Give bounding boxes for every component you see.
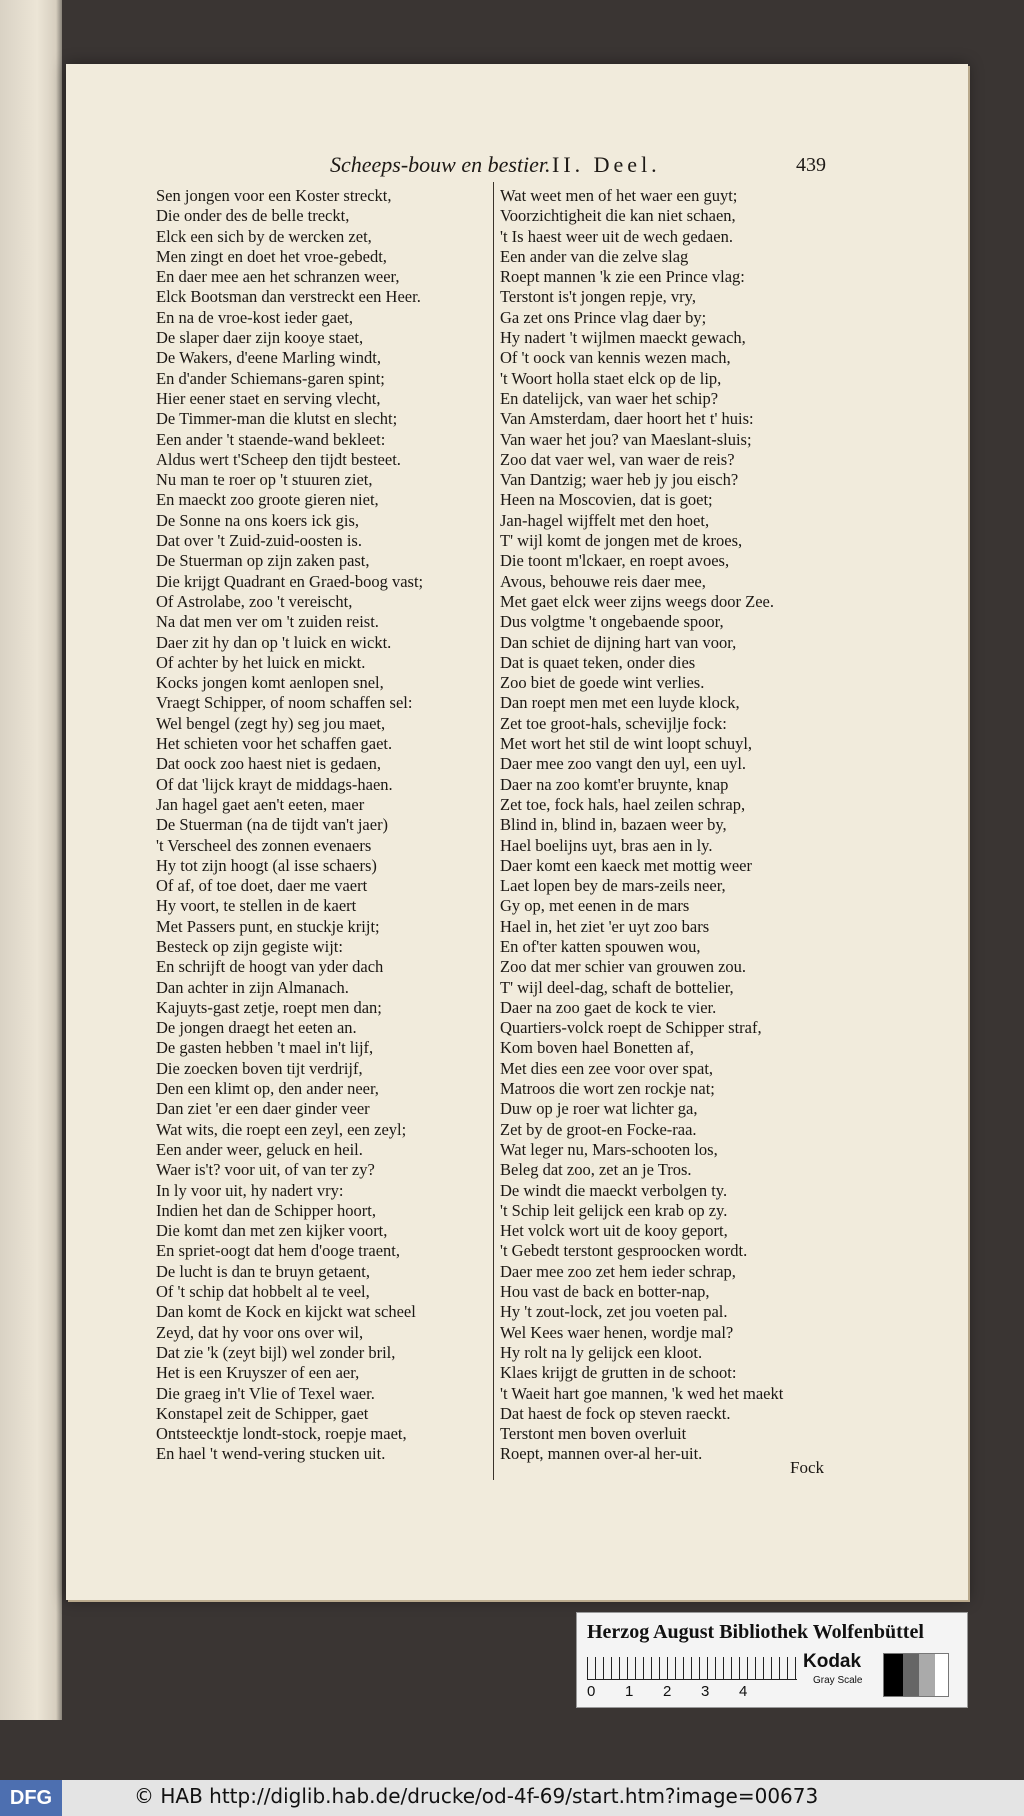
- verse-line: De Stuerman (na de tijdt van't jaer): [156, 815, 389, 835]
- verse-line: Van Amsterdam, daer hoort het t' huis:: [500, 409, 754, 429]
- verse-line: Terstont is't jongen repje, vry,: [500, 287, 696, 307]
- verse-line: Kajuyts-gast zetje, roept men dan;: [156, 997, 382, 1017]
- verse-line: En na de vroe-kost ieder gaet,: [156, 307, 354, 327]
- verse-line: Voorzichtigheit die kan niet schaen,: [500, 206, 736, 226]
- running-title: Scheeps-bouw en bestier.: [330, 152, 551, 177]
- verse-line: 't Waeit hart goe mannen, 'k wed het maekt: [500, 1383, 784, 1403]
- page-number: 439: [796, 154, 826, 176]
- verse-line: De gasten hebben 't mael in't lijf,: [156, 1038, 374, 1058]
- verse-line: Of Astrolabe, zoo 't vereischt,: [156, 591, 353, 611]
- verse-line: Hy nadert 't wijlmen maeckt gewach,: [500, 328, 746, 348]
- verse-line: Daer zit hy dan op 't luick en wickt.: [156, 632, 392, 652]
- verse-line: En hael 't wend-vering stucken uit.: [156, 1444, 386, 1464]
- verse-line: Roept, mannen over-al her-uit.: [500, 1444, 703, 1464]
- verse-line: De Stuerman op zijn zaken past,: [156, 551, 370, 571]
- source-credit-link[interactable]: © HAB http://diglib.hab.de/drucke/od-4f-69/start.htm?image=00673: [134, 1784, 819, 1808]
- verse-line: Hy rolt na ly gelijck een kloot.: [500, 1342, 703, 1362]
- book-page: [66, 64, 968, 1600]
- verse-line: Heen na Moscovien, dat is goet;: [500, 490, 713, 510]
- verse-line: Van waer het jou? van Maeslant-sluis;: [500, 429, 752, 449]
- verse-line: Zoo dat mer schier van grouwen zou.: [500, 957, 747, 977]
- verse-line: Jan hagel gaet aen't eeten, maer: [156, 794, 365, 814]
- verse-line: Wat wits, die roept een zeyl, een zeyl;: [156, 1119, 407, 1139]
- verse-line: Klaes krijgt de grutten in de schoot:: [500, 1363, 737, 1383]
- verse-line: Avous, behouwe reis daer mee,: [500, 571, 706, 591]
- verse-line: Zet toe, fock hals, hael zeilen schrap,: [500, 794, 746, 814]
- verse-line: Hy voort, te stellen in de kaert: [156, 896, 357, 916]
- verse-line: Die graeg in't Vlie of Texel waer.: [156, 1383, 375, 1403]
- ruler-number: 0: [587, 1683, 596, 1700]
- verse-line: Wat leger nu, Mars-schooten los,: [500, 1139, 718, 1159]
- verse-line: En datelijck, van waer het schip?: [500, 388, 719, 408]
- verse-line: T' wijl komt de jongen met de kroes,: [500, 531, 743, 551]
- verse-line: Zoo dat vaer wel, van waer de reis?: [500, 449, 735, 469]
- verse-line: Dat zie 'k (zeyt bijl) wel zonder bril,: [156, 1342, 396, 1362]
- verse-line: Kom boven hael Bonetten af,: [500, 1038, 694, 1058]
- footer-bar: [0, 1780, 1024, 1816]
- ruler-scale: [587, 1657, 797, 1680]
- verse-line: Matroos die wort zen rockje nat;: [500, 1079, 715, 1099]
- verse-line: Hy 't zout-lock, zet jou voeten pal.: [500, 1302, 728, 1322]
- part-label: II. Deel.: [552, 152, 661, 177]
- verse-line: Daer mee zoo zet hem ieder schrap,: [500, 1261, 736, 1281]
- verse-line: Hael in, het ziet 'er uyt zoo bars: [500, 916, 710, 936]
- verse-line: Een ander 't staende-wand bekleet:: [156, 429, 386, 449]
- verse-line: Men zingt en doet het vroe-gebedt,: [156, 246, 387, 266]
- verse-line: Dan achter in zijn Almanach.: [156, 977, 349, 997]
- verse-line: En d'ander Schiemans-garen spint;: [156, 368, 385, 388]
- verse-line: Dan schiet de dijning hart van voor,: [500, 632, 737, 652]
- verse-line: De Wakers, d'eene Marling windt,: [156, 348, 381, 368]
- verse-line: Hier eener staet en serving vlecht,: [156, 388, 381, 408]
- gray-scale-label: Gray Scale: [813, 1675, 863, 1686]
- verse-line: Die zoecken boven tijt verdrijf,: [156, 1058, 363, 1078]
- verse-line: Hou vast de back en botter-nap,: [500, 1282, 710, 1302]
- verse-line: Met wort het stil de wint loopt schuyl,: [500, 734, 753, 754]
- verse-line: Zet by de groot-en Focke-raa.: [500, 1119, 697, 1139]
- verse-line: Sen jongen voor een Koster streckt,: [156, 186, 392, 205]
- catchword: Fock: [790, 1458, 824, 1477]
- column-rule: [493, 182, 494, 1480]
- verse-line: Een ander van die zelve slag: [500, 246, 689, 266]
- verse-line: Dat is quaet teken, onder dies: [500, 652, 696, 672]
- verse-line: 't Is haest weer uit de wech gedaen.: [500, 226, 733, 246]
- right-text-column: [500, 186, 848, 1465]
- verse-line: En daer mee aen het schranzen weer,: [156, 267, 400, 287]
- verse-line: Den een klimt op, den ander neer,: [156, 1079, 379, 1099]
- verse-line: Daer mee zoo vangt den uyl, een uyl.: [500, 754, 747, 774]
- verse-line: De slaper daer zijn kooye staet,: [156, 328, 364, 348]
- verse-line: Of achter by het luick en mickt.: [156, 652, 366, 672]
- verse-line: En spriet-oogt dat hem d'ooge traent,: [156, 1241, 400, 1261]
- verse-line: Aldus wert t'Scheep den tijdt besteet.: [156, 449, 401, 469]
- verse-line: Het is een Kruyszer of een aer,: [156, 1363, 360, 1383]
- verse-line: Ga zet ons Prince vlag daer by;: [500, 307, 707, 327]
- verse-line: En schrijft de hoogt van yder dach: [156, 957, 384, 977]
- ruler-number: 2: [663, 1683, 672, 1700]
- running-head: [66, 152, 968, 182]
- verse-line: Waer is't? voor uit, of van ter zy?: [156, 1160, 375, 1180]
- verse-line: Of af, of toe doet, daer me vaert: [156, 876, 368, 896]
- verse-line: Dat haest de fock op steven raeckt.: [500, 1403, 731, 1423]
- verse-line: Wat weet men of het waer een guyt;: [500, 186, 738, 205]
- verse-line: De Timmer-man die klutst en slecht;: [156, 409, 398, 429]
- verse-line: Die onder des de belle treckt,: [156, 206, 350, 226]
- verse-line: Dat oock zoo haest niet is gedaen,: [156, 754, 381, 774]
- verse-line: 't Gebedt terstont gesproocken wordt.: [500, 1241, 748, 1261]
- verse-line: Jan-hagel wijffelt met den hoet,: [500, 510, 710, 530]
- verse-line: Hael boelijns uyt, bras aen in ly.: [500, 835, 713, 855]
- adjacent-page-edge: [0, 0, 62, 1720]
- verse-line: Konstapel zeit de Schipper, gaet: [156, 1403, 369, 1423]
- left-text-column: [156, 186, 504, 1465]
- verse-line: Elck Bootsman dan verstreckt een Heer.: [156, 287, 421, 307]
- verse-line: 't Verscheel des zonnen evenaers: [156, 835, 372, 855]
- verse-line: 't Woort holla staet elck op de lip,: [500, 368, 722, 388]
- verse-line: Blind in, blind in, bazaen weer by,: [500, 815, 727, 835]
- verse-line: De Sonne na ons koers ick gis,: [156, 510, 360, 530]
- verse-line: Dus volgtme 't ongebaende spoor,: [500, 612, 724, 632]
- verse-line: Ontsteecktje londt-stock, roepje maet,: [156, 1424, 407, 1444]
- verse-line: Daer komt een kaeck met mottig weer: [500, 855, 752, 875]
- verse-line: Het schieten voor het schaffen gaet.: [156, 734, 393, 754]
- verse-line: Dat over 't Zuid-zuid-oosten is.: [156, 531, 362, 551]
- verse-line: Dan roept men met een luyde klock,: [500, 693, 740, 713]
- verse-line: Het volck wort uit de kooy geport,: [500, 1221, 728, 1241]
- verse-line: Zet toe groot-hals, schevijlje fock:: [500, 713, 727, 733]
- verse-line: In ly voor uit, hy nadert vry:: [156, 1180, 344, 1200]
- verse-line: Gy op, met eenen in de mars: [500, 896, 690, 916]
- verse-line: Of 't oock van kennis wezen mach,: [500, 348, 731, 368]
- verse-line: Dan komt de Kock en kijckt wat scheel: [156, 1302, 416, 1322]
- verse-line: Na dat men ver om 't zuiden reist.: [156, 612, 379, 632]
- verse-line: Zeyd, dat hy voor ons over wil,: [156, 1322, 364, 1342]
- verse-line: Laet lopen bey de mars-zeils neer,: [500, 876, 726, 896]
- verse-line: De jongen draegt het eeten an.: [156, 1018, 357, 1038]
- verse-line: Indien het dan de Schipper hoort,: [156, 1200, 376, 1220]
- verse-line: Met gaet elck weer zijns weegs door Zee.: [500, 591, 774, 611]
- kodak-brand: Kodak: [803, 1651, 862, 1672]
- ruler-number: 4: [739, 1683, 748, 1700]
- verse-line: Of 't schip dat hobbelt al te veel,: [156, 1282, 370, 1302]
- verse-line: Vraegt Schipper, of noom schaffen sel:: [156, 693, 413, 713]
- verse-line: Daer na zoo gaet de kock te vier.: [500, 997, 717, 1017]
- verse-line: Duw op je roer wat lichter ga,: [500, 1099, 698, 1119]
- verse-line: Daer na zoo komt'er bruynte, knap: [500, 774, 729, 794]
- gray-scale-patch: [883, 1653, 949, 1697]
- verse-line: Wel Kees waer henen, wordje mal?: [500, 1322, 734, 1342]
- verse-line: Hy tot zijn hoogt (al isse schaers): [156, 855, 377, 875]
- verse-line: Elck een sich by de wercken zet,: [156, 226, 372, 246]
- verse-line: Van Dantzig; waer heb jy jou eisch?: [500, 470, 739, 490]
- verse-line: Of dat 'lijck krayt de middags-haen.: [156, 774, 393, 794]
- verse-line: Quartiers-volck roept de Schipper straf,: [500, 1018, 762, 1038]
- verse-line: De lucht is dan te bruyn getaent,: [156, 1261, 370, 1281]
- dfg-logo: DFG: [0, 1780, 62, 1816]
- verse-line: Besteck op zijn gegiste wijt:: [156, 936, 343, 956]
- verse-line: En of'ter katten spouwen wou,: [500, 936, 701, 956]
- verse-line: Kocks jongen komt aenlopen snel,: [156, 673, 384, 693]
- ruler-numbers: [587, 1683, 807, 1700]
- ruler-number: 3: [701, 1683, 710, 1700]
- verse-line: T' wijl deel-dag, schaft de bottelier,: [500, 977, 734, 997]
- verse-line: Met Passers punt, en stuckje krijt;: [156, 916, 380, 936]
- verse-line: Zoo biet de goede wint verlies.: [500, 673, 705, 693]
- verse-line: 't Schip leit gelijck een krab op zy.: [500, 1200, 728, 1220]
- verse-line: De windt die maeckt verbolgen ty.: [500, 1180, 728, 1200]
- color-target-card: [576, 1612, 968, 1708]
- verse-line: Wel bengel (zegt hy) seg jou maet,: [156, 713, 386, 733]
- verse-line: Die komt dan met zen kijker voort,: [156, 1221, 388, 1241]
- verse-line: Die toont m'lckaer, en roept avoes,: [500, 551, 730, 571]
- verse-line: En maeckt zoo groote gieren niet,: [156, 490, 379, 510]
- verse-line: Beleg dat zoo, zet an je Tros.: [500, 1160, 692, 1180]
- library-name: Herzog August Bibliothek Wolfenbüttel: [587, 1621, 924, 1643]
- verse-line: Nu man te roer op 't stuuren ziet,: [156, 470, 373, 490]
- verse-line: Terstont men boven overluit: [500, 1424, 687, 1444]
- verse-line: Een ander weer, geluck en heil.: [156, 1139, 363, 1159]
- verse-line: Met dies een zee voor over spat,: [500, 1058, 714, 1078]
- verse-line: Dan ziet 'er een daer ginder veer: [156, 1099, 370, 1119]
- verse-line: Roept mannen 'k zie een Prince vlag:: [500, 267, 745, 287]
- verse-line: Die krijgt Quadrant en Graed-boog vast;: [156, 571, 424, 591]
- ruler-number: 1: [625, 1683, 634, 1700]
